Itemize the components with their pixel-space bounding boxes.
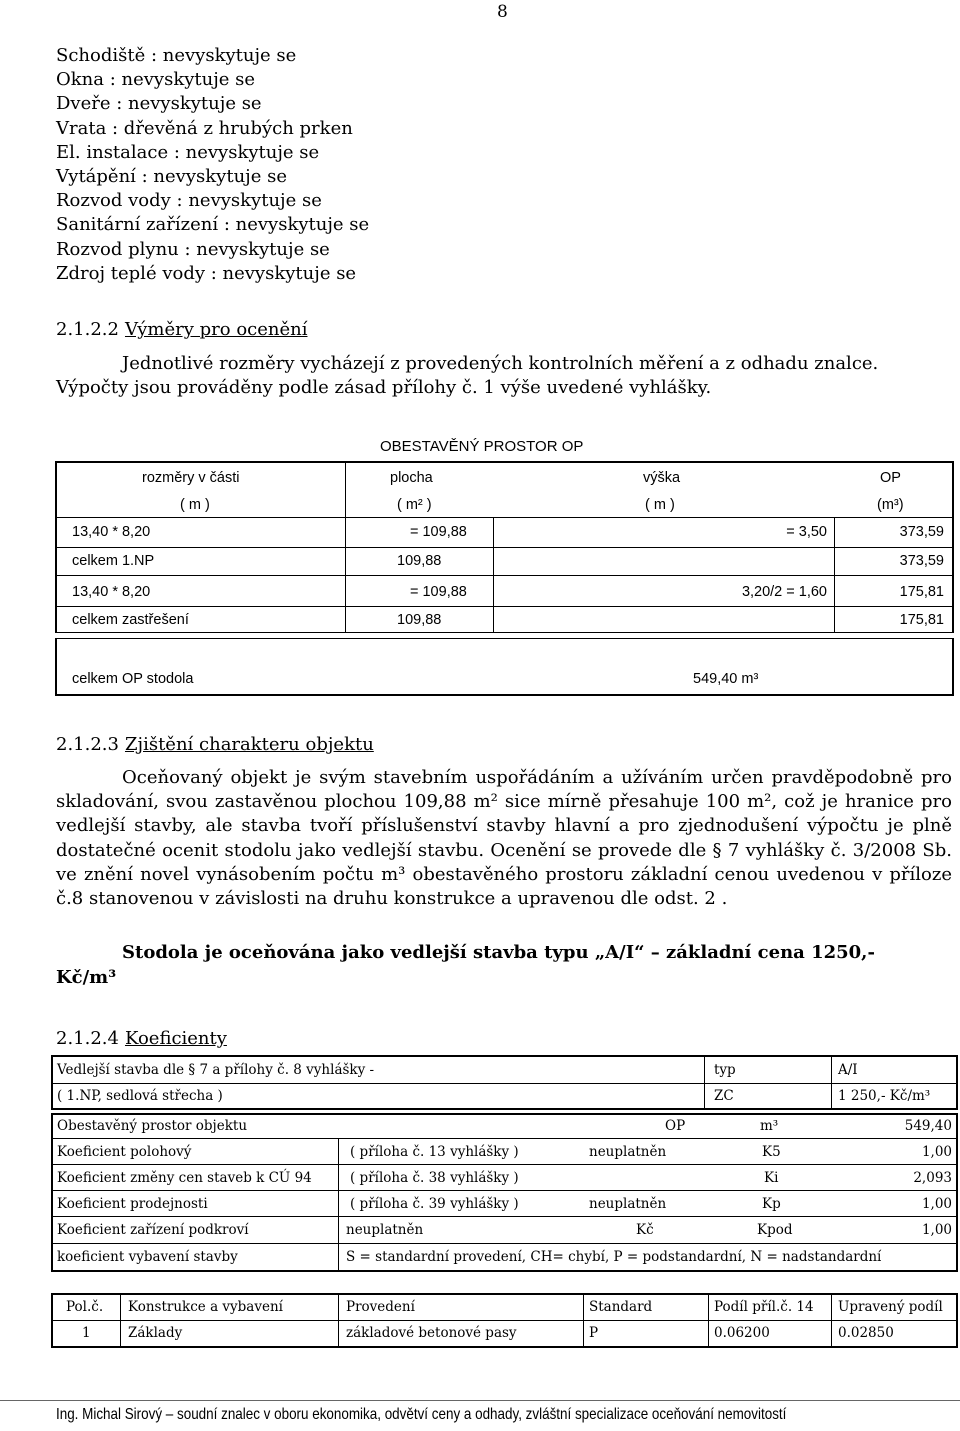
paragraph: Výpočty jsou prováděny podle zásad přílohy č. 1 výše uvedené vyhlášky. xyxy=(56,377,712,398)
coef-value: 1,00 xyxy=(921,1196,952,1212)
total-label: celkem OP stodola xyxy=(72,671,194,687)
body-paragraph: Oceňovaný objekt je svým stavebním uspořádáním a užíváním určen pravděpodobně pro skladování, svou zastavěnou plochou 109,88 m² sice mírně přesahuje 100 m², což je hranice pro vedlejší stavby, ale stavba tvoří příslušenství stavby hlavní a pro zjednodušení výpočtu je plně dostatečné ocenit stodolu jako vedlejší stavbu. Ocenění se provede dle § 7 vyhlášky č. 3/2008 Sb. ve znění novel vynásobením počtu m³ obestavěného prostoru základní cenou uvedenou v příloze č.8 stanovenou v závislosti na druhu konstrukce a upravenou dle odst. 2 . xyxy=(56,767,952,910)
page-number: 8 xyxy=(497,2,508,22)
coef-symbol: Ki xyxy=(764,1170,779,1186)
coef-value: 1,00 xyxy=(921,1222,952,1238)
table-cell: základové betonové pasy xyxy=(346,1325,517,1341)
fact-line: Okna : nevyskytuje se xyxy=(56,69,256,91)
total-value: 549,40 m³ xyxy=(693,671,759,687)
column-header: OP xyxy=(880,470,901,486)
fact-line: Rozvod vody : nevyskytuje se xyxy=(56,190,322,212)
fact-line: Zdroj teplé vody : nevyskytuje se xyxy=(56,262,357,284)
table-cell: 0.06200 xyxy=(714,1325,770,1341)
table-cell: 3,20/2 = 1,60 xyxy=(741,584,827,600)
table-cell: P xyxy=(589,1325,599,1341)
fact-line: Vrata : dřevěná z hrubých prken xyxy=(56,117,353,139)
type-value: A/I xyxy=(838,1062,858,1078)
column-header: Provedení xyxy=(346,1299,415,1315)
type-label: ( 1.NP, sedlová střecha ) xyxy=(57,1088,223,1104)
table-cell: 13,40 * 8,20 xyxy=(72,584,151,600)
coef-symbol: K5 xyxy=(762,1144,781,1160)
coef-ref: ( příloha č. 38 vyhlášky ) xyxy=(350,1170,519,1186)
column-unit: ( m ) xyxy=(645,497,675,513)
coef-note: neuplatněn xyxy=(589,1144,667,1160)
table-cell: = 109,88 xyxy=(410,584,467,600)
coef-ref: ( příloha č. 39 vyhlášky ) xyxy=(350,1196,519,1212)
type-key: ZC xyxy=(714,1088,734,1104)
table-title: OBESTAVĚNÝ PROSTOR OP xyxy=(380,438,584,455)
facts-list xyxy=(56,44,369,286)
table-cell: celkem zastřešení xyxy=(72,612,189,628)
fact-line: Sanitární zařízení : nevyskytuje se xyxy=(56,214,370,236)
column-header: plocha xyxy=(390,470,433,486)
section-number: 2.1.2.4 xyxy=(56,1028,119,1049)
column-unit: (m³) xyxy=(877,497,904,513)
table-cell: 175,81 xyxy=(899,612,944,628)
section-title: Výměry pro ocenění xyxy=(124,319,308,340)
type-value: 1 250,- Kč/m³ xyxy=(838,1088,931,1104)
coef-ref: neuplatněn xyxy=(346,1222,424,1238)
bold-statement: Stodola je oceňována jako vedlejší stavba typu „A/I“ – základní cena 1250,- xyxy=(122,942,875,963)
fact-line: Dveře : nevyskytuje se xyxy=(56,93,262,115)
op-label: Obestavěný prostor objektu xyxy=(57,1118,248,1134)
coef-label: Koeficient prodejnosti xyxy=(57,1196,208,1212)
coef-note: neuplatněn xyxy=(589,1196,667,1212)
table-cell: 109,88 xyxy=(397,612,442,628)
column-unit: ( m ) xyxy=(180,497,210,513)
coef-note: Kč xyxy=(636,1222,654,1238)
fact-line: Vytápění : nevyskytuje se xyxy=(56,166,288,188)
bold-statement-unit: Kč/m³ xyxy=(56,967,117,988)
type-label: Vedlejší stavba dle § 7 a přílohy č. 8 vyhlášky - xyxy=(57,1062,375,1078)
column-header: výška xyxy=(643,470,681,486)
equip-legend: S = standardní provedení, CH= chybí, P = podstandardní, N = nadstandardní xyxy=(346,1249,882,1265)
fact-line: El. instalace : nevyskytuje se xyxy=(56,141,320,163)
section-title: Zjištění charakteru objektu xyxy=(124,734,374,755)
coef-label: Koeficient polohový xyxy=(57,1144,192,1160)
coef-label: Koeficient změny cen staveb k CÚ 94 xyxy=(57,1170,312,1186)
coef-value: 2,093 xyxy=(913,1170,952,1186)
op-value: 549,40 xyxy=(904,1118,952,1134)
coef-label: Koeficient zařízení podkroví xyxy=(57,1222,249,1238)
fact-line: Rozvod plynu : nevyskytuje se xyxy=(56,238,330,260)
column-header: Pol.č. xyxy=(66,1299,104,1315)
table-cell: = 3,50 xyxy=(786,524,827,540)
section-heading-2122 xyxy=(56,319,308,340)
column-header: Podíl příl.č. 14 xyxy=(714,1299,814,1315)
equip-label: koeficient vybavení stavby xyxy=(57,1249,238,1265)
table-cell: 0.02850 xyxy=(838,1325,894,1341)
table-cell: 109,88 xyxy=(397,553,442,569)
op-abbr: OP xyxy=(665,1118,686,1134)
section-heading-2124 xyxy=(56,1028,227,1049)
column-header: Konstrukce a vybavení xyxy=(128,1299,283,1315)
coef-ref: ( příloha č. 13 vyhlášky ) xyxy=(350,1144,519,1160)
column-header: rozměry v části xyxy=(142,470,240,486)
section-number: 2.1.2.2 xyxy=(56,319,119,340)
table-cell: 1 xyxy=(82,1325,91,1341)
coef-symbol: Kp xyxy=(762,1196,781,1212)
table-cell: = 109,88 xyxy=(410,524,467,540)
section-heading-2123 xyxy=(56,734,374,755)
table-cell: 373,59 xyxy=(899,553,944,569)
table-cell: Základy xyxy=(128,1325,183,1341)
type-key: typ xyxy=(714,1062,736,1078)
column-unit: ( m² ) xyxy=(397,497,432,513)
paragraph: Jednotlivé rozměry vycházejí z provedených kontrolních měření a z odhadu znalce. xyxy=(122,353,879,374)
section-title: Koeficienty xyxy=(124,1028,227,1049)
op-unit: m³ xyxy=(760,1118,779,1134)
table-cell: 373,59 xyxy=(899,524,944,540)
section-number: 2.1.2.3 xyxy=(56,734,119,755)
table-cell: 13,40 * 8,20 xyxy=(72,524,151,540)
table-cell: 175,81 xyxy=(899,584,944,600)
column-header: Upravený podíl xyxy=(838,1299,943,1315)
coef-value: 1,00 xyxy=(921,1144,952,1160)
column-header: Standard xyxy=(589,1299,653,1315)
fact-line: Schodiště : nevyskytuje se xyxy=(56,45,297,66)
coef-symbol: Kpod xyxy=(757,1222,793,1238)
table-cell: celkem 1.NP xyxy=(72,553,155,569)
footer: Ing. Michal Sirový – soudní znalec v oboru ekonomika, odvětví ceny a odhady, zvláštní specializace oceňování nemovitostí xyxy=(56,1406,787,1423)
